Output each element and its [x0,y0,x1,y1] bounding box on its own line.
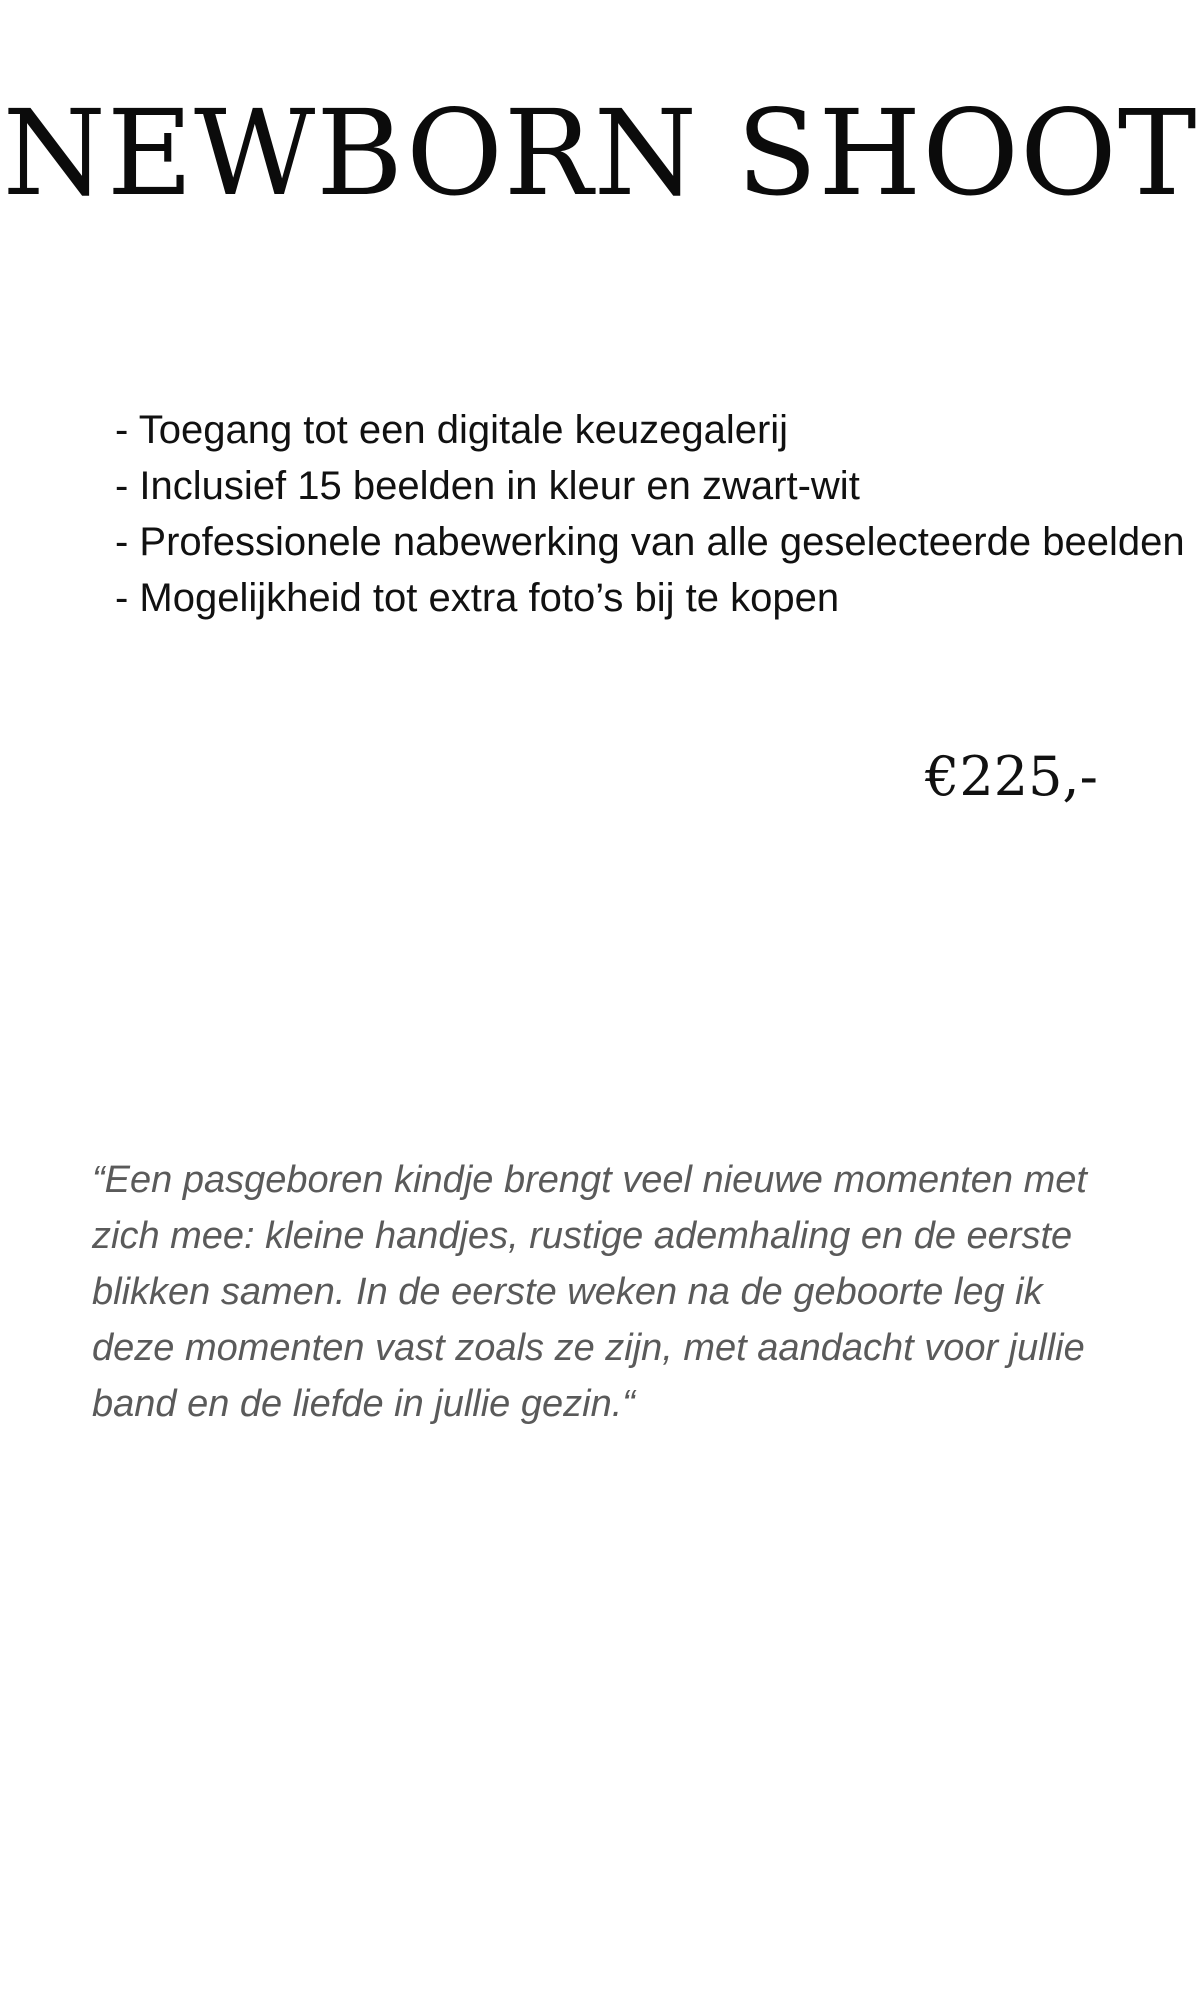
feature-list [115,402,1185,626]
quote-text: “Een pasgeboren kindje brengt veel nieuwe momenten met zich mee: kleine handjes, rustige ademhaling en de eerste blikken samen. In de eerste weken na de geboorte leg ik deze momenten vast zoals ze zijn, met aandacht voor jullie band en de liefde in jullie gezin.“ [92,1159,1087,1425]
feature-item: - Toegang tot een digitale keuzegalerij [115,408,789,452]
feature-item: - Professionele nabewerking van alle geselecteerde beelden [115,520,1185,564]
feature-item: - Inclusief 15 beelden in kleur en zwart-wit [115,464,860,508]
feature-item: - Mogelijkheid tot extra foto’s bij te kopen [115,576,840,620]
price-label: €225,- [925,745,1098,808]
page-title: NEWBORN SHOOT [2,84,1198,222]
